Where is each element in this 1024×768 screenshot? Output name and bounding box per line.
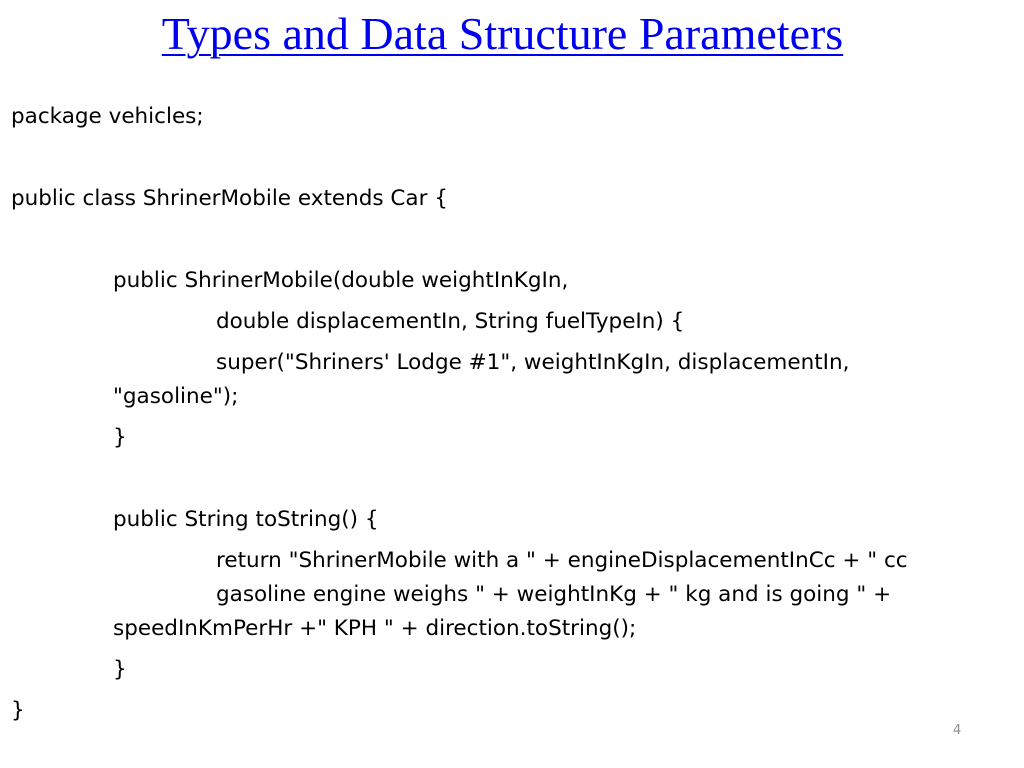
code-line-constructor-params: double displacementIn, String fuelTypeIn) { (216, 309, 685, 334)
code-line-return-continued: gasoline engine weighs " + weightInKg + " kg and is going " + (216, 582, 892, 607)
code-line-super-call: super("Shriners' Lodge #1", weightInKgIn, displacementIn, (216, 350, 850, 375)
slide-title-link[interactable]: Types and Data Structure Parameters (161, 8, 844, 59)
code-line-return-statement: return "ShrinerMobile with a " + engineDisplacementInCc + " cc (216, 548, 908, 573)
page-number: 4 (953, 723, 962, 738)
code-line-super-call-continued: "gasoline"); (113, 384, 239, 409)
code-line-tostring-signature: public String toString() { (113, 507, 379, 532)
code-line-class-declaration: public class ShrinerMobile extends Car { (11, 186, 448, 211)
code-line-return-end: speedInKmPerHr +" KPH " + direction.toString(); (113, 616, 637, 641)
code-line-package: package vehicles; (11, 104, 204, 129)
code-line-tostring-close: } (113, 657, 127, 682)
code-line-class-close: } (11, 698, 25, 723)
code-line-constructor-signature: public ShrinerMobile(double weightInKgIn, (113, 268, 569, 293)
code-line-constructor-close: } (113, 425, 127, 450)
